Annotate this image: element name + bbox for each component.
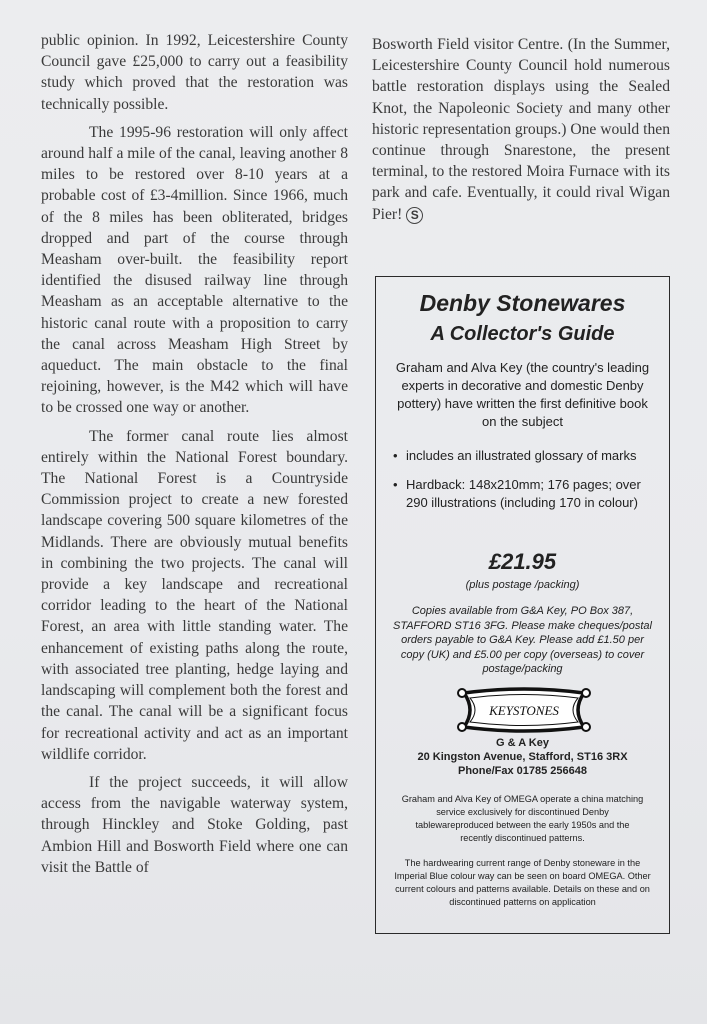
advert-feature-item: • includes an illustrated glossary of marks [392, 447, 651, 465]
advert-postage-note: (plus postage /packing) [465, 579, 580, 591]
article-paragraph: The 1995-96 restoration will only affect around half a mile of the canal, leaving another 8 miles to be restored over 8-10 years at a probable cost of £3-4million. Since 1966, much of the 8 miles has been obliterated, bridges dropped and part of the course through Measham over-built. the feasibility report identified the disused railway line through Measham as an acceptable alternative to the historic canal route with a proposition to carry the canal across Measham High Street by aqueduct. The main obstacle to the final rejoining, however, is the M42 which will have to be crossed one way or another. [41, 123, 348, 417]
end-of-article-mark: S [406, 207, 423, 224]
advert-feature-list [392, 447, 651, 523]
article-paragraph-text: Bosworth Field visitor Centre. (In the Summer, Leicestershire County Council hold numerous battle restoration displays using the Sealed Knot, the Napoleonic Society and many other historic representation groups.) One would then continue through Snarestone, the present terminal, to the restored Moira Furnace with its park and cafe. Eventually, it could rival Wigan Pier! [372, 36, 670, 223]
advert-range-note: The hardwearing current range of Denby stoneware in the Imperial Blue colour way can be seen on board OMEGA. Other current colours and patterns available. Details on these and on discontinued patterns on application [394, 858, 651, 907]
advert-title: Denby Stonewares [419, 290, 626, 316]
article-paragraph: public opinion. In 1992, Leicestershire County Council gave £25,000 to carry out a feasibility study which proved that the restoration was technically possible. [41, 32, 348, 113]
book-advert [375, 276, 670, 934]
advert-order-info: Copies available from G&A Key, PO Box 387, STAFFORD ST16 3FG. Please make cheques/postal orders payable to G&A Key. Please add £1.50 per copy (UK) and £5.00 per copy (overseas) to cover postage/packing [392, 605, 652, 675]
article-paragraph: The former canal route lies almost entirely within the National Forest boundary. The National Forest is a Countryside Commission project to create a new forested landscape covering 500 square kilometres of the Midlands. There are obviously mutual benefits in combining the two projects. The canal will provide a key landscape and recreational corridor leading to the heart of the National Forest, an area with little standing water. The enhancement of existing paths along the route, with associated tree planting, hedge laying and landscaping will complement both the forest and the canal. The canal will be a significant focus for recreational activity and act as an important wildlife corridor. [41, 427, 348, 763]
advert-contact [376, 736, 669, 778]
advert-omega-note: Graham and Alva Key of OMEGA operate a china matching service exclusively for discontinued Denby tablewareproduced between the early 1950s and the recently discontinued patterns. [401, 794, 644, 843]
company-phone: Phone/Fax 01785 256648 [457, 765, 588, 777]
advert-intro: Graham and Alva Key (the country's leading experts in decorative and domestic Denby pottery) have written the first definitive book on the subject [395, 360, 650, 429]
logo-text: KEYSTONES [489, 703, 559, 718]
keystones-logo [454, 685, 594, 735]
article-right-column [372, 34, 670, 225]
company-name: G & A Key [496, 737, 549, 749]
article-paragraph [372, 34, 670, 225]
advert-subtitle: A Collector's Guide [430, 323, 615, 345]
article-paragraph: If the project succeeds, it will allow access from the navigable waterway system, through Hinckley and Stoke Golding, past Ambion Hill and Bosworth Field where one can visit the Battle of [41, 773, 348, 876]
article-left-column [41, 30, 348, 885]
company-address: 20 Kingston Avenue, Stafford, ST16 3RX [417, 751, 628, 763]
advert-feature-item: • Hardback: 148x210mm; 176 pages; over 290 illustrations (including 170 in colour) [392, 476, 651, 512]
advert-price: £21.95 [488, 549, 557, 574]
